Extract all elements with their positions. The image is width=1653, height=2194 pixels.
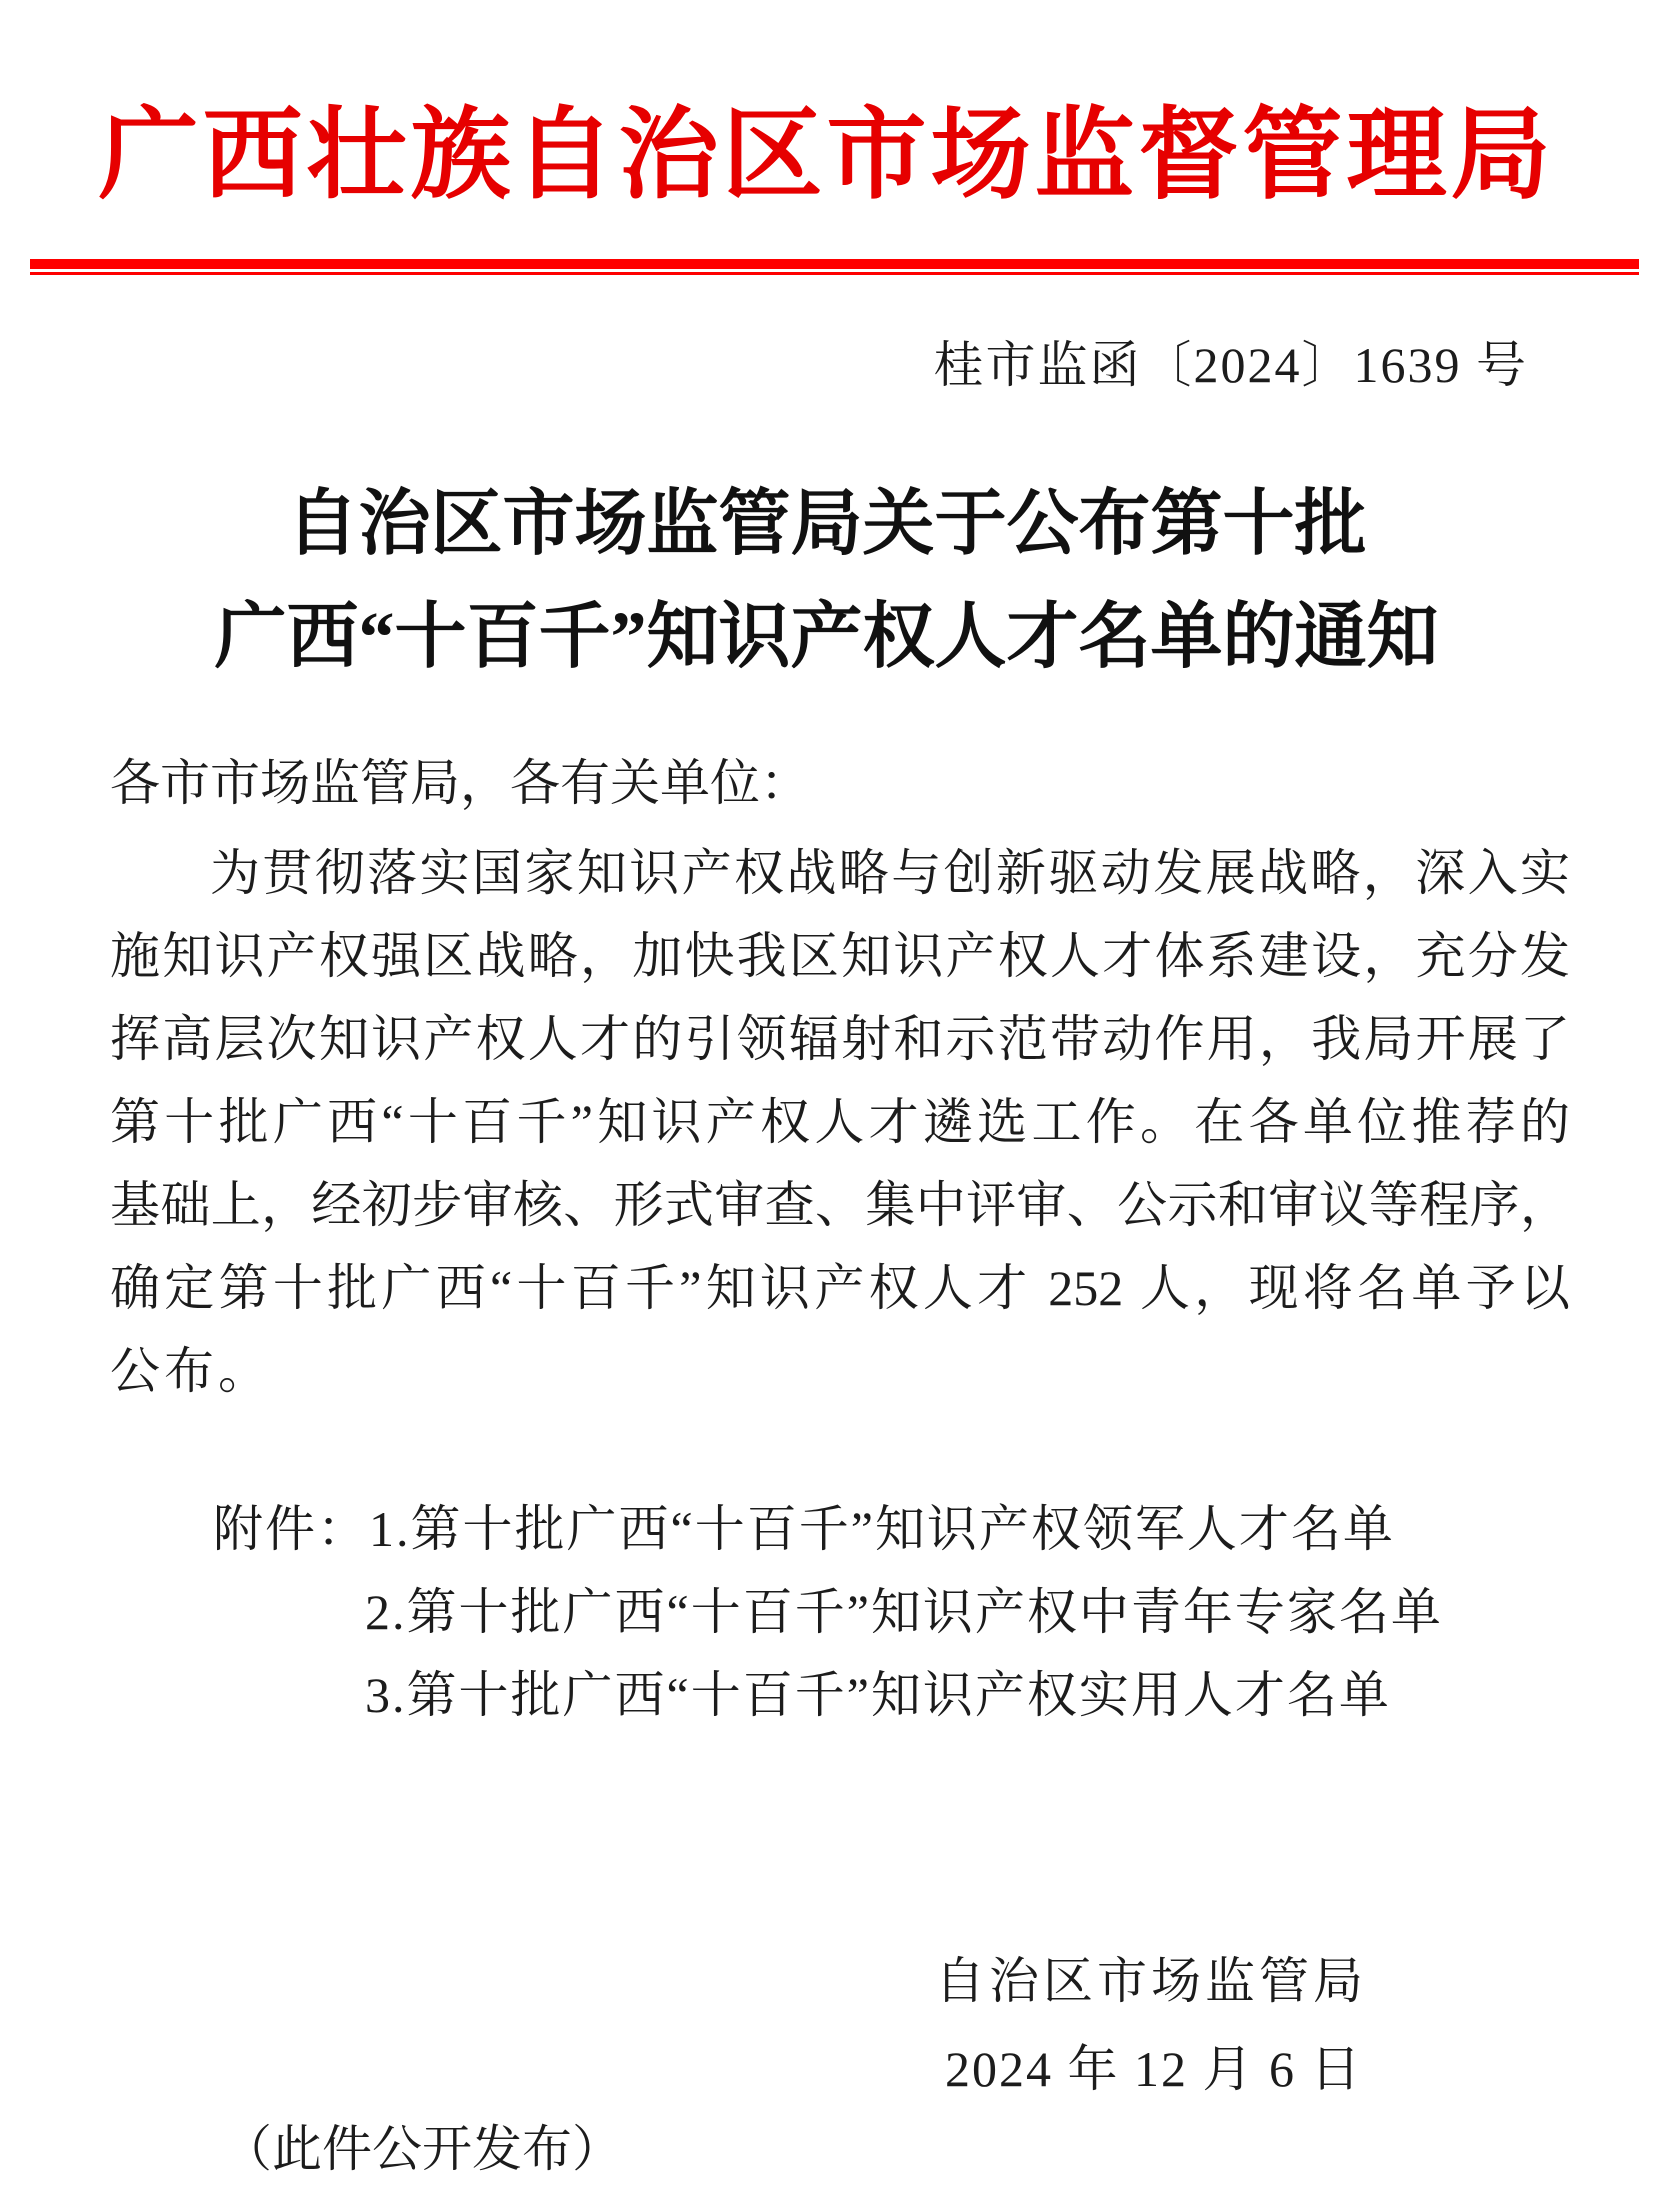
notice-body-paragraph	[110, 832, 1570, 1413]
separator-thin-line	[30, 272, 1639, 275]
body-line-2: 施知识产权强区战略，加快我区知识产权人才体系建设，充分发	[110, 928, 1570, 984]
body-line-1: 为贯彻落实国家知识产权战略与创新驱动发展战略，深入实	[210, 845, 1570, 901]
body-line-7: 公布。	[110, 1343, 272, 1399]
body-line-6: 确定第十批广西“十百千”知识产权人才 252 人，现将名单予以	[110, 1260, 1570, 1316]
document-reference-number: 桂市监函〔2024〕1639 号	[933, 337, 1528, 393]
agency-letterhead-title: 广西壮族自治区市场监督管理局	[98, 100, 1555, 211]
notice-title-line-2: 广西“十百千”知识产权人才名单的通知	[214, 597, 1439, 677]
attachments-list	[213, 1488, 1443, 1737]
notice-title-line-1: 自治区市场监管局关于公布第十批	[286, 484, 1367, 564]
attachment-item-3: 3.第十批广西“十百千”知识产权实用人才名单	[365, 1667, 1391, 1723]
issuing-authority-signature: 自治区市场监管局	[935, 1953, 1367, 2009]
salutation-line: 各市市场监管局，各有关单位：	[110, 755, 810, 811]
attachment-item-2: 2.第十批广西“十百千”知识产权中青年专家名单	[365, 1584, 1443, 1640]
body-line-3: 挥高层次知识产权人才的引领辐射和示范带动作用，我局开展了	[110, 1011, 1570, 1067]
attachments-label: 附件：	[213, 1501, 369, 1557]
letterhead-separator-rule	[30, 259, 1639, 275]
notice-title	[0, 468, 1653, 694]
attachment-item-1	[213, 1488, 1443, 1571]
public-release-note: （此件公开发布）	[222, 2121, 622, 2177]
separator-thick-line	[30, 259, 1639, 269]
attachment-item-1-text: 1.第十批广西“十百千”知识产权领军人才名单	[369, 1501, 1395, 1557]
issue-date: 2024 年 12 月 6 日	[945, 2041, 1363, 2097]
body-line-5: 基础上，经初步审核、形式审查、集中评审、公示和审议等程序，	[110, 1177, 1570, 1233]
body-line-4: 第十批广西“十百千”知识产权人才遴选工作。在各单位推荐的	[110, 1094, 1570, 1150]
